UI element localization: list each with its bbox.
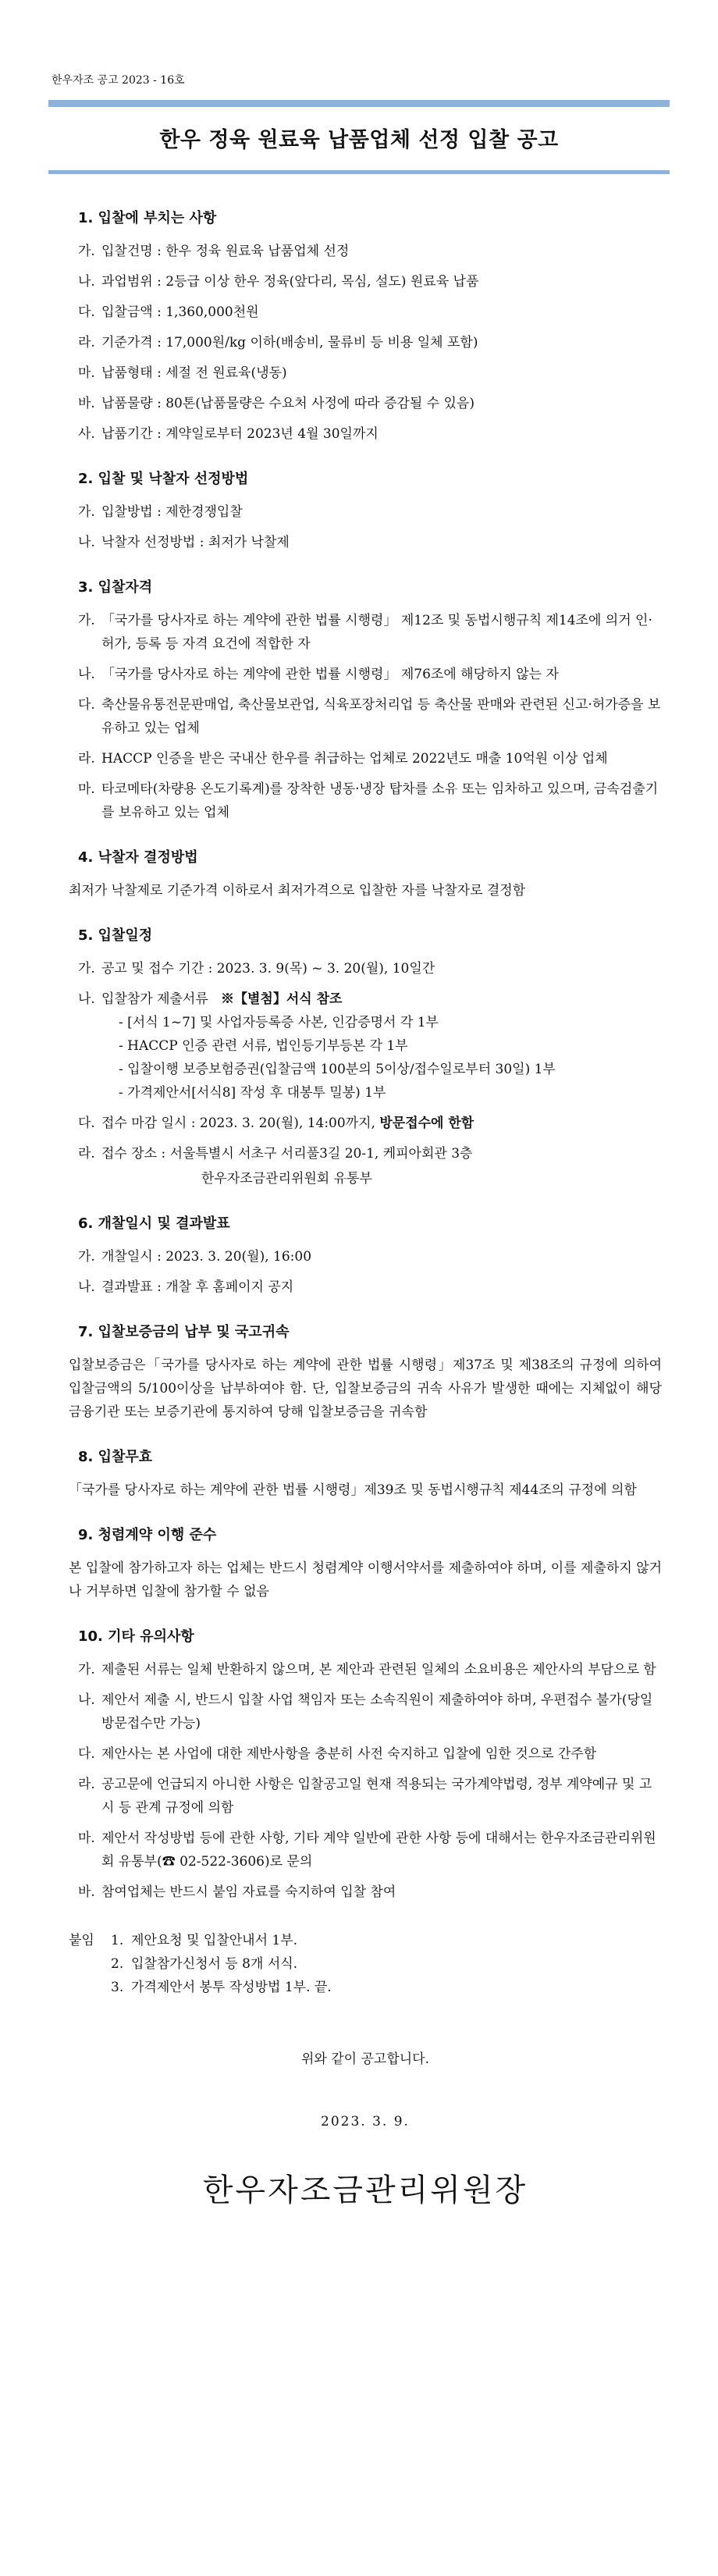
item-text: 납품물량 : 80톤(납품물량은 수요처 사정에 따라 증감될 수 있음)	[101, 396, 475, 411]
document-bullet: - [서식 1~7] 및 사업자등록증 사본, 인감증명서 각 1부	[119, 1015, 439, 1030]
item-text: 접수 마감 일시 : 2023. 3. 20(월), 14:00까지,	[101, 1115, 375, 1131]
list-item	[69, 1276, 662, 1299]
item-text: 제안서 작성방법 등에 관한 사항, 기타 계약 일반에 관한 사항 등에 대해서는 한우자조금관리위원회 유통부(☎ 02-522-3606)로 문의	[101, 1831, 656, 1870]
section-heading: 2. 입찰 및 낙찰자 선정방법	[78, 471, 249, 487]
item-text: HACCP 인증을 받은 국내산 한우를 취급하는 업체로 2022년도 매출 10억원 이상 업체	[101, 751, 608, 767]
section-heading: 5. 입찰일정	[78, 927, 153, 944]
item-text: 축산물유통전문판매업, 축산물보관업, 식육포장처리업 등 축산물 판매와 관련된 신고·허가증을 보유하고 있는 업체	[101, 697, 661, 736]
section-heading: 6. 개찰일시 및 결과발표	[78, 1215, 230, 1232]
list-item	[69, 1827, 662, 1873]
notice-body	[69, 199, 662, 2208]
title-top-rule	[48, 100, 670, 107]
list-item	[69, 361, 662, 385]
list-item	[69, 500, 662, 524]
attachment-number: 2.	[111, 1956, 124, 1972]
item-text: 「국가를 당사자로 하는 계약에 관한 법률 시행령」 제12조 및 동법시행규칙 제14조에 의거 인·허가, 등록 등 자격 요건에 적합한 자	[101, 613, 652, 652]
attachment-item	[69, 1952, 662, 1976]
item-marker: 사.	[78, 426, 95, 442]
list-item	[69, 1142, 662, 1165]
document-bullet: - HACCP 인증 관련 서류, 법인등기부등본 각 1부	[119, 1038, 408, 1054]
submission-department: 한우자조금관리위원회 유통부	[201, 1171, 372, 1187]
item-text: 타코메타(차량용 온도기록계)를 장착한 냉동·냉장 탑차를 소유 또는 임차하고 있으며, 금속검출기를 보유하고 있는 업체	[101, 781, 659, 820]
item-text: 기준가격 : 17,000원/kg 이하(배송비, 물류비 등 비용 일체 포함)	[101, 335, 478, 350]
list-item	[69, 301, 662, 324]
section-paragraph: 최저가 낙찰제로 기준가격 이하로서 최저가격으로 입찰한 자를 낙찰자로 결정함	[69, 883, 526, 898]
list-item	[69, 693, 662, 740]
item-text: 접수 장소 : 서울특별시 서초구 서리풀3길 20-1, 케피아회관 3층	[101, 1146, 473, 1162]
item-marker: 마.	[78, 1831, 95, 1846]
list-item	[69, 987, 662, 1011]
item-marker: 바.	[78, 1884, 95, 1900]
list-item	[69, 663, 662, 686]
item-marker: 나.	[78, 991, 95, 1007]
list-item	[69, 1742, 662, 1766]
item-text: 결과발표 : 개찰 후 홈페이지 공지	[101, 1279, 294, 1295]
item-marker: 다.	[78, 697, 95, 713]
notice-date: 2023. 3. 9.	[321, 2114, 410, 2129]
item-marker: 라.	[78, 335, 95, 350]
document-bullet: - 입찰이행 보증보험증권(입찰금액 100분의 5이상/접수일로부터 30일) 1부	[119, 1062, 556, 1077]
list-item	[69, 1658, 662, 1681]
list-item	[69, 1688, 662, 1735]
item-marker: 나.	[78, 1692, 95, 1708]
item-marker: 마.	[78, 781, 95, 797]
item-text: 과업범위 : 2등급 이상 한우 정육(앞다리, 목심, 설도) 원료육 납품	[101, 274, 479, 290]
section-heading: 7. 입찰보증금의 납부 및 국고귀속	[78, 1324, 290, 1340]
item-text: 제안서 제출 시, 반드시 입찰 사업 책임자 또는 소속직원이 제출하여야 하며, 우편접수 불가(당일 방문접수만 가능)	[101, 1692, 653, 1731]
item-marker: 가.	[78, 1662, 95, 1678]
section-heading: 9. 청렴계약 이행 준수	[78, 1527, 217, 1543]
item-marker: 라.	[78, 1146, 95, 1162]
list-item	[69, 240, 662, 263]
item-text: 입찰건명 : 한우 정육 원료육 납품업체 선정	[101, 244, 350, 259]
item-marker: 다.	[78, 1746, 95, 1762]
document-bullet: - 가격제안서[서식8] 작성 후 대봉투 밀봉) 1부	[119, 1085, 386, 1101]
attachment-item	[69, 1929, 662, 1952]
list-item	[69, 531, 662, 554]
list-item	[69, 1773, 662, 1820]
item-marker: 나.	[78, 667, 95, 682]
item-marker: 가.	[78, 961, 95, 977]
item-marker: 가.	[78, 244, 95, 259]
item-text: 입찰참가 제출서류	[101, 991, 208, 1007]
item-marker: 바.	[78, 396, 95, 411]
section-heading: 4. 낙찰자 결정방법	[78, 849, 198, 866]
item-text: 입찰금액 : 1,360,000천원	[101, 304, 259, 320]
attachments-list	[69, 1929, 662, 1999]
visit-only-note: 방문접수에 한함	[379, 1115, 475, 1131]
section-paragraph: 본 입찰에 참가하고자 하는 업체는 반드시 청렴계약 이행서약서를 제출하여야 하며, 이를 제출하지 않거나 거부하면 입찰에 참가할 수 없음	[69, 1560, 662, 1599]
item-marker: 나.	[78, 535, 95, 550]
item-marker: 다.	[78, 304, 95, 320]
attachment-text: 입찰참가신청서 등 8개 서식.	[131, 1956, 298, 1972]
attachment-number: 1.	[111, 1933, 124, 1948]
item-marker: 가.	[78, 504, 95, 520]
list-item	[69, 777, 662, 824]
section-heading: 3. 입찰자격	[78, 579, 153, 596]
attachment-text: 가격제안서 봉투 작성방법 1부. 끝.	[131, 1980, 332, 1995]
item-text: 낙찰자 선정방법 : 최저가 낙찰제	[101, 535, 290, 550]
list-item	[69, 331, 662, 354]
attachment-text: 제안요청 및 입찰안내서 1부.	[131, 1933, 298, 1948]
title-bottom-rule	[48, 170, 670, 174]
item-text: 입찰방법 : 제한경쟁입찰	[101, 504, 243, 520]
item-text: 납품형태 : 세절 전 원료육(냉동)	[101, 365, 287, 381]
item-text: 참여업체는 반드시 붙임 자료를 숙지하여 입찰 참여	[101, 1884, 396, 1900]
list-item	[69, 270, 662, 294]
notice-number: 한우자조 공고 2023 - 16호	[52, 74, 185, 87]
item-marker: 다.	[78, 1115, 95, 1131]
section-paragraph: 입찰보증금은「국가를 당사자로 하는 계약에 관한 법률 시행령」제37조 및 제38조의 규정에 의하여 입찰금액의 5/100이상을 납부하여야 함. 단, 입찰보증금의 귀속 사유가 발생한 때에는 지체없이 해당 금융기관 또는 보증기관에 통지하여 당해 입찰보증금을 귀속함	[69, 1357, 662, 1420]
list-item	[69, 957, 662, 980]
issuer-signature: 한우자조금관리위원장	[202, 2172, 528, 2208]
item-marker: 가.	[78, 613, 95, 628]
item-text: 「국가를 당사자로 하는 계약에 관한 법률 시행령」 제76조에 해당하지 않는 자	[101, 667, 559, 682]
list-item	[69, 1880, 662, 1904]
attachment-item	[69, 1976, 662, 1999]
section-heading: 8. 입찰무효	[78, 1449, 153, 1465]
item-marker: 라.	[78, 751, 95, 767]
list-item	[69, 422, 662, 446]
section-paragraph: 「국가를 당사자로 하는 계약에 관한 법률 시행령」제39조 및 동법시행규칙 제44조의 규정에 의함	[69, 1482, 637, 1498]
item-text: 제안사는 본 사업에 대한 제반사항을 충분히 사전 숙지하고 입찰에 임한 것으로 간주함	[101, 1746, 597, 1762]
list-item	[69, 392, 662, 415]
item-marker: 나.	[78, 1279, 95, 1295]
item-marker: 라.	[78, 1777, 95, 1792]
page-title: 한우 정육 원료육 납품업체 선정 입찰 공고	[159, 128, 559, 152]
attachment-number: 3.	[111, 1980, 124, 1995]
attachment-reference: ※【별첨】서식 참조	[221, 991, 343, 1007]
section-heading: 1. 입찰에 부치는 사항	[78, 210, 217, 226]
closing-statement: 위와 같이 공고합니다.	[300, 2051, 429, 2067]
item-text: 공고문에 언급되지 아니한 사항은 입찰공고일 현재 적용되는 국가계약법령, 정부 계약예규 및 고시 등 관계 규정에 의함	[101, 1777, 652, 1816]
list-item	[69, 1112, 662, 1135]
attachments-label: 붙임	[69, 1933, 94, 1948]
list-item	[69, 747, 662, 770]
list-item	[69, 609, 662, 656]
item-marker: 가.	[78, 1249, 95, 1265]
item-marker: 마.	[78, 365, 95, 381]
item-marker: 나.	[78, 274, 95, 290]
item-text: 납품기간 : 계약일로부터 2023년 4월 30일까지	[101, 426, 379, 442]
list-item	[69, 1245, 662, 1268]
item-text: 공고 및 접수 기간 : 2023. 3. 9(목) ~ 3. 20(월), 10일간	[101, 961, 435, 977]
item-text: 제출된 서류는 일체 반환하지 않으며, 본 제안과 관련된 일체의 소요비용은 제안사의 부담으로 함	[101, 1662, 656, 1678]
item-text: 개찰일시 : 2023. 3. 20(월), 16:00	[101, 1249, 312, 1265]
section-heading: 10. 기타 유의사항	[78, 1628, 194, 1645]
